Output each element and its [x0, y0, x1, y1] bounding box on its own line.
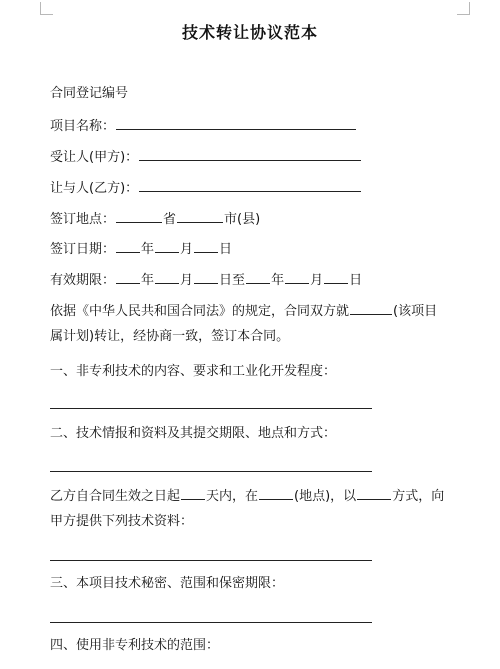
month-label: 月	[180, 242, 194, 257]
from-year-label: 年	[141, 273, 155, 288]
sign-date-label: 签订日期：	[50, 242, 116, 257]
transferor-label: 让与人(乙方)：	[50, 181, 139, 196]
day-label: 日	[219, 242, 233, 257]
project-name-label: 项目名称：	[50, 119, 116, 134]
page-corner-mark-left	[40, 2, 53, 15]
sign-month-blank[interactable]	[155, 240, 179, 253]
basis-line	[50, 302, 437, 320]
supply-line-2	[50, 514, 193, 530]
supply-text-c: (地点)，以	[294, 489, 357, 504]
section-2-text: 二、技术情报和资料及其提交期限、地点和方式：	[50, 426, 337, 441]
sign-date-line	[50, 240, 232, 258]
section-2-fill-line[interactable]	[50, 471, 372, 472]
transferee-label: 受让人(甲方)：	[50, 150, 139, 165]
transferor-blank[interactable]	[139, 179, 361, 192]
valid-period-label: 有效期限：	[50, 273, 116, 288]
section-1-fill-line[interactable]	[50, 408, 372, 409]
from-year-blank[interactable]	[116, 271, 140, 284]
transferee-line	[50, 148, 362, 166]
section-2-heading	[50, 426, 336, 442]
from-day-blank[interactable]	[194, 271, 218, 284]
city-label: 市(县)	[224, 212, 261, 227]
section-1-text: 一、非专利技术的内容、要求和工业化开发程度：	[50, 364, 337, 379]
section-4-heading	[50, 638, 219, 654]
sign-day-blank[interactable]	[194, 240, 218, 253]
supply-fill-line[interactable]	[50, 560, 372, 561]
supply-text-b: 天内，在	[206, 489, 259, 504]
sign-place-line	[50, 210, 260, 228]
document-title: 技术转让协议范本	[181, 23, 318, 42]
project-name-blank[interactable]	[116, 117, 356, 130]
sign-place-label: 签订地点：	[50, 212, 116, 227]
project-title-blank[interactable]	[350, 302, 392, 315]
to-year-label: 年	[271, 273, 285, 288]
basis-text-2: 属计划)转让，经协商一致，签订本合同。	[50, 329, 290, 344]
transferor-line	[50, 179, 362, 197]
supply-days-blank[interactable]	[181, 487, 205, 500]
to-month-blank[interactable]	[285, 271, 309, 284]
supply-line	[50, 487, 444, 505]
transferee-blank[interactable]	[139, 148, 361, 161]
section-3-fill-line[interactable]	[50, 622, 372, 623]
to-day-blank[interactable]	[324, 271, 348, 284]
basis-text: 依据《中华人民共和国合同法》的规定，合同双方就	[50, 304, 350, 319]
supply-place-blank[interactable]	[259, 487, 293, 500]
from-month-blank[interactable]	[155, 271, 179, 284]
basis-project-label: (该项目	[393, 304, 438, 319]
to-day-label: 日	[349, 273, 363, 288]
province-label: 省	[163, 212, 177, 227]
section-3-heading	[50, 576, 284, 592]
valid-period-line	[50, 271, 362, 289]
section-4-text: 四、使用非专利技术的范围：	[50, 638, 220, 653]
supply-method-blank[interactable]	[357, 487, 391, 500]
to-year-blank[interactable]	[246, 271, 270, 284]
year-label: 年	[141, 242, 155, 257]
page-corner-mark-right	[457, 2, 470, 15]
reg-no-line	[50, 86, 128, 102]
section-3-text: 三、本项目技术秘密、范围和保密期限：	[50, 576, 285, 591]
province-blank[interactable]	[116, 210, 162, 223]
supply-text-d: 方式，向	[392, 489, 445, 504]
to-month-label: 月	[310, 273, 324, 288]
from-month-label: 月	[180, 273, 194, 288]
city-blank[interactable]	[177, 210, 223, 223]
sign-year-blank[interactable]	[116, 240, 140, 253]
project-name-line	[50, 117, 357, 135]
supply-text-a: 乙方自合同生效之日起	[50, 489, 181, 504]
from-day-to-label: 日至	[219, 273, 246, 288]
section-1-heading	[50, 364, 336, 380]
basis-line-2	[50, 329, 289, 345]
reg-no-label: 合同登记编号	[50, 86, 129, 101]
supply-text-e: 甲方提供下列技术资料：	[50, 514, 194, 529]
